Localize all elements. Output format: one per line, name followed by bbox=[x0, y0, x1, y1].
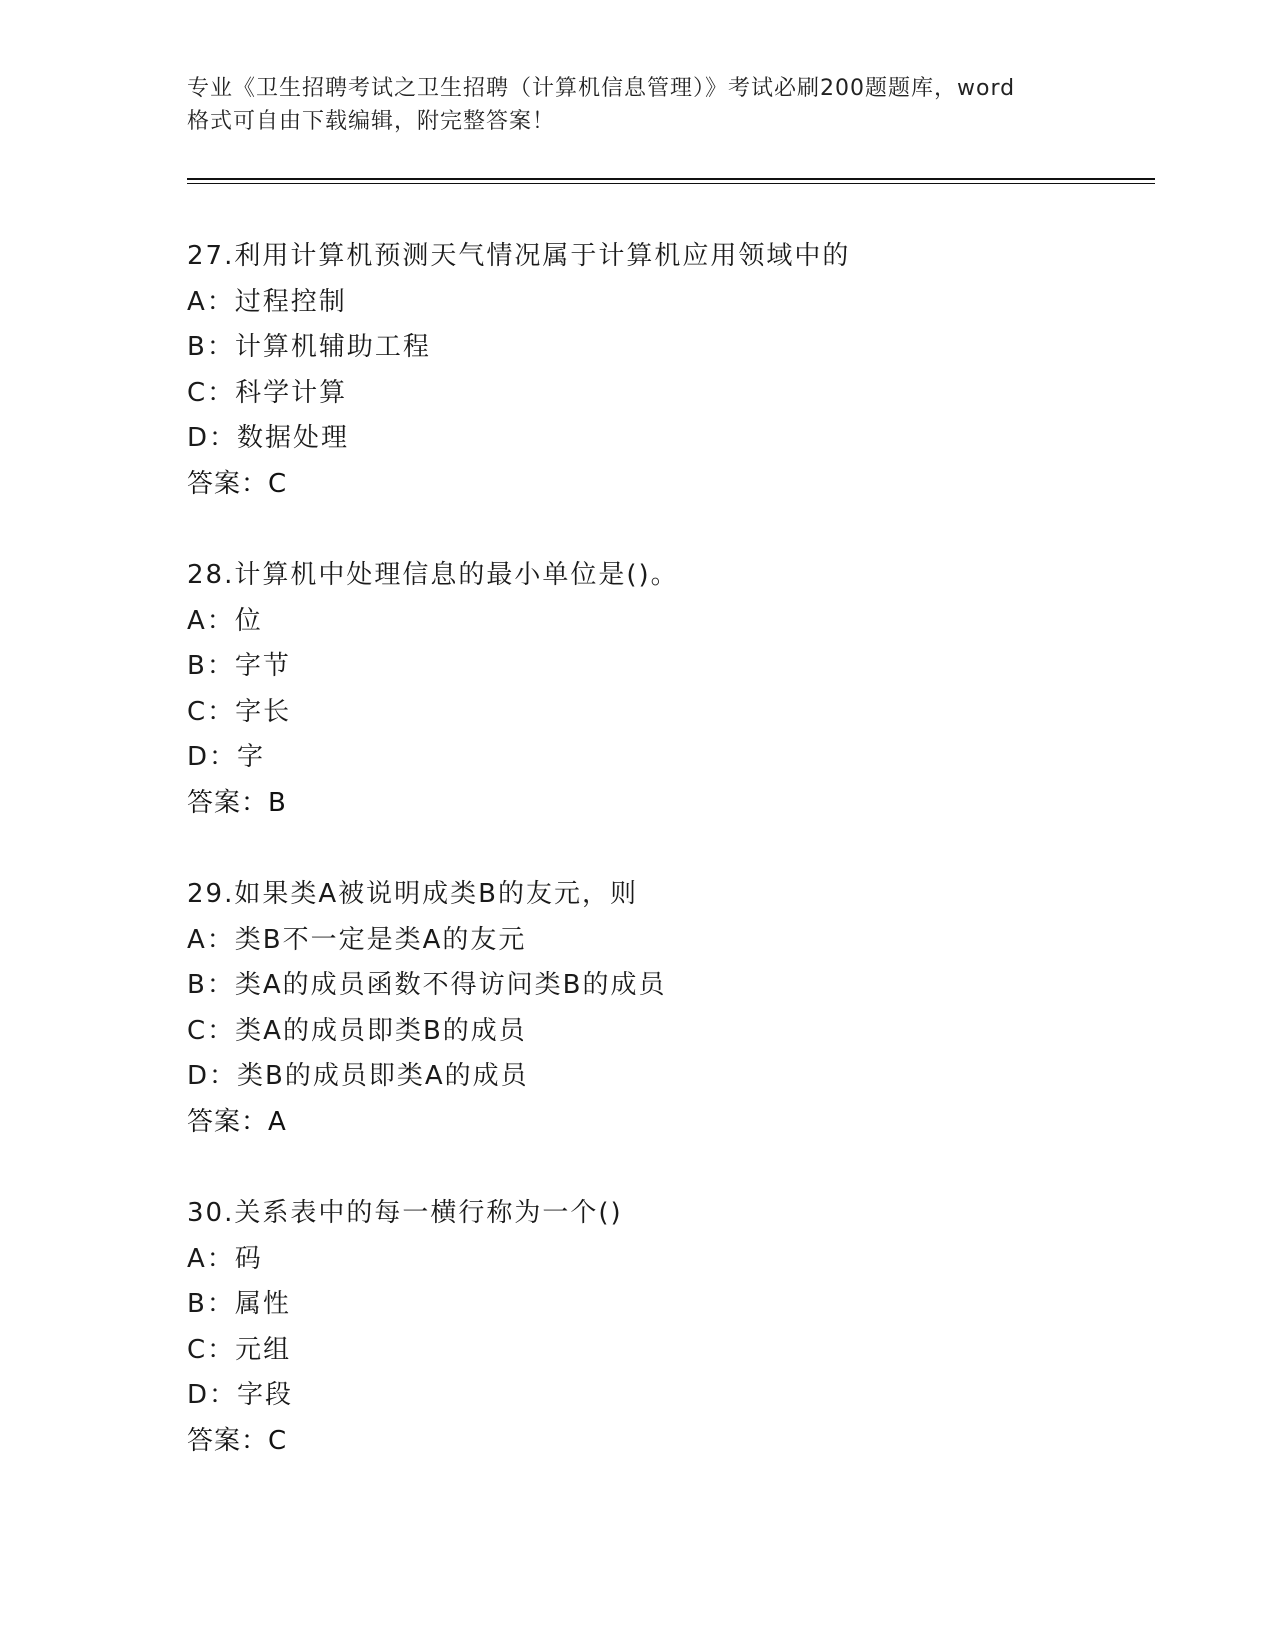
option-b: B：类A的成员函数不得访问类B的成员 bbox=[187, 970, 667, 1000]
option-c: C：字长 bbox=[187, 696, 292, 727]
answer: 答案：A bbox=[187, 1106, 287, 1137]
question-27 bbox=[187, 234, 1127, 507]
option-d: D：数据处理 bbox=[187, 423, 350, 453]
question-28 bbox=[187, 553, 1127, 826]
header-divider-thin bbox=[187, 183, 1155, 184]
document-header bbox=[187, 72, 1087, 138]
option-d: D：字段 bbox=[187, 1380, 294, 1410]
question-30 bbox=[187, 1191, 1127, 1464]
answer: 答案：B bbox=[187, 787, 287, 818]
option-d: D：字 bbox=[187, 742, 266, 772]
answer: 答案：C bbox=[187, 468, 288, 499]
option-b: B：属性 bbox=[187, 1289, 291, 1319]
option-b: B：字节 bbox=[187, 651, 291, 681]
option-d: D：类B的成员即类A的成员 bbox=[187, 1061, 529, 1091]
option-a: A：类B不一定是类A的友元 bbox=[187, 924, 527, 955]
option-c: C：科学计算 bbox=[187, 377, 348, 408]
option-c: C：类A的成员即类B的成员 bbox=[187, 1015, 527, 1046]
header-divider-thick bbox=[187, 178, 1155, 180]
question-stem: 29.如果类A被说明成类B的友元，则 bbox=[187, 879, 638, 909]
option-b: B：计算机辅助工程 bbox=[187, 332, 431, 362]
question-29 bbox=[187, 872, 1127, 1145]
option-c: C：元组 bbox=[187, 1334, 292, 1365]
option-a: A：码 bbox=[187, 1243, 263, 1274]
answer: 答案：C bbox=[187, 1425, 288, 1456]
question-stem: 30.关系表中的每一横行称为一个() bbox=[187, 1198, 623, 1228]
header-line-1: 专业《卫生招聘考试之卫生招聘（计算机信息管理）》考试必刷200题题库，word bbox=[187, 76, 1016, 101]
question-stem: 28.计算机中处理信息的最小单位是()。 bbox=[187, 560, 679, 590]
header-line-2: 格式可自由下载编辑，附完整答案！ bbox=[187, 109, 556, 134]
option-a: A：位 bbox=[187, 605, 263, 636]
question-stem: 27.利用计算机预测天气情况属于计算机应用领域中的 bbox=[187, 241, 851, 271]
option-a: A：过程控制 bbox=[187, 286, 347, 317]
